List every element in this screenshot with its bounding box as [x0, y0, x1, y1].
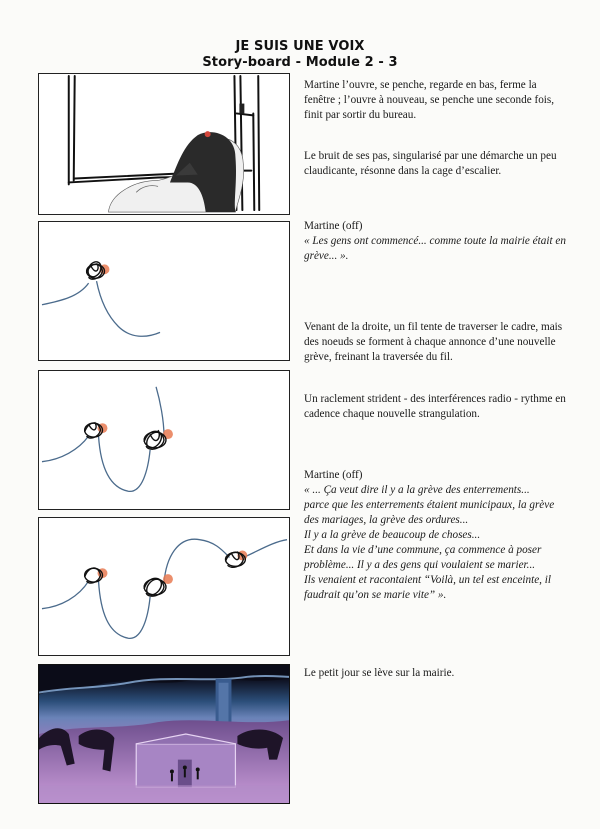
panel-5-description: [304, 666, 566, 681]
thread-knot-illustration: [39, 222, 289, 360]
panel-4-quote-line-3: Il y a la grève de beaucoup de choses...: [304, 529, 481, 541]
panel-5-text-1: Le petit jour se lève sur la mairie.: [304, 667, 455, 679]
panel-2-speaker: Martine (off): [304, 220, 363, 232]
panel-4-quote-line-2: parce que les enterrements étaient municipaux, la grève des mariages, la grève des ordures...: [304, 499, 555, 526]
panel-1-description: [304, 78, 566, 123]
panel-1-text-2: Le bruit de ses pas, singularisé par une démarche un peu claudicante, résonne dans la cage d’escalier.: [304, 150, 557, 177]
panel-3-description: [304, 392, 566, 422]
panel-4-speaker: Martine (off): [304, 469, 363, 481]
storyboard-frame-thread-one-knot: [38, 221, 290, 361]
panel-1-sound-description: [304, 149, 566, 179]
storyboard-frame-window: [38, 73, 290, 215]
document-subtitle: Story-board - Module 2 - 3: [202, 55, 398, 70]
storyboard-frame-dawn-town-hall: [38, 664, 290, 804]
panel-4-quote-line-1: « ... Ça veut dire il y a la grève des enterrements...: [304, 484, 530, 496]
document-title: JE SUIS UNE VOIX: [235, 39, 365, 54]
panel-2-dialogue: [304, 219, 566, 264]
storyboard-frame-thread-three-knots: [38, 517, 290, 656]
panel-1-text-1: Martine l’ouvre, se penche, regarde en bas, ferme la fenêtre ; l’ouvre à nouveau, se penche une seconde fois, finit par sortir du bureau.: [304, 79, 555, 121]
panel-4-quote-line-4: Et dans la vie d’une commune, ça commence à poser problème... Il y a des gens qui voulaient se marier...: [304, 544, 542, 571]
panel-2-description: [304, 320, 566, 365]
panel-4-quote-line-5: Ils venaient et racontaient “Voilà, un tel est enceinte, il faudrait qu’on se marie vite” ».: [304, 574, 551, 601]
panel-3-text-1: Un raclement strident - des interférences radio - rythme en cadence chaque nouvelle strangulation.: [304, 393, 566, 420]
panel-2-quote: « Les gens ont commencé... comme toute la mairie était en grève... ».: [304, 235, 566, 262]
thread-knots-illustration: [39, 518, 289, 655]
panel-2-text-1: Venant de la droite, un fil tente de traverser le cadre, mais des noeuds se forment à chaque annonce d’une nouvelle grève, freinant la traversée du fil.: [304, 321, 563, 363]
dawn-town-hall-illustration: [39, 665, 289, 803]
panel-4-dialogue: [304, 468, 566, 603]
storyboard-frame-thread-two-knots: [38, 370, 290, 510]
window-scene-illustration: [39, 74, 289, 214]
thread-knots-illustration: [39, 371, 289, 509]
